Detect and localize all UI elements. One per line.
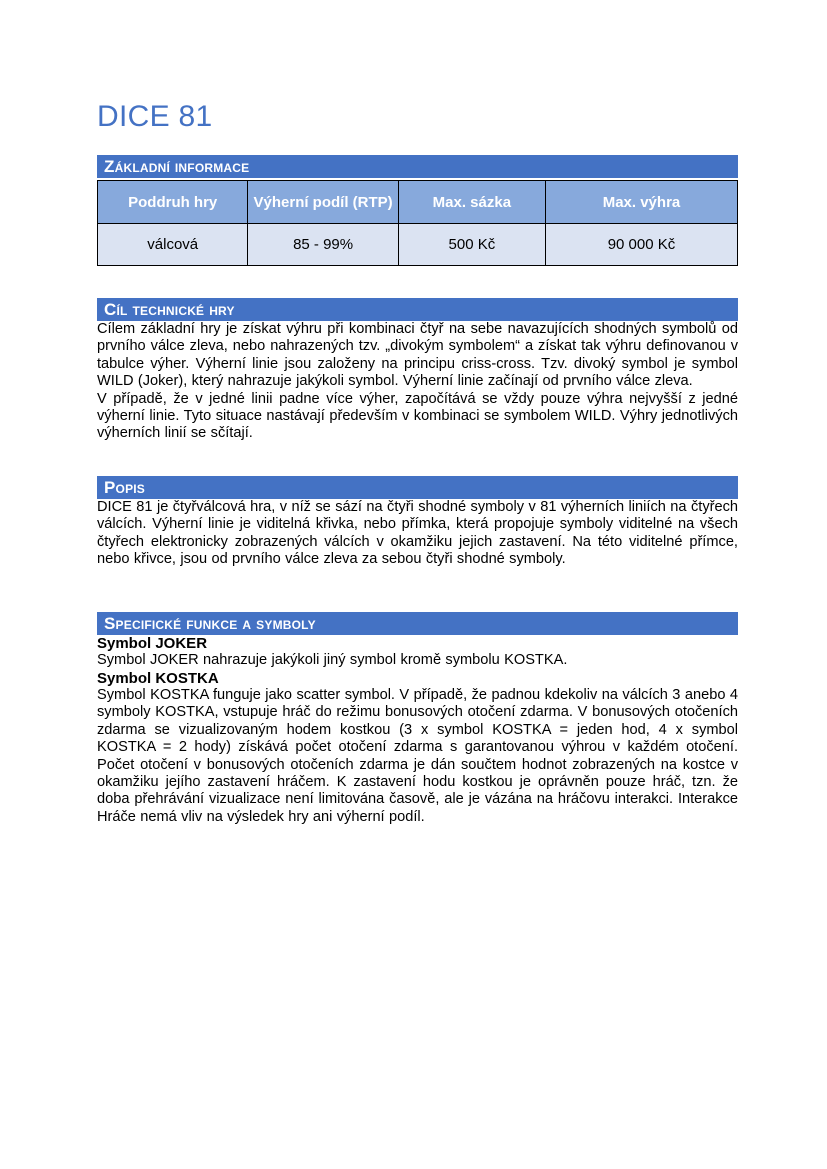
table-header-poddruh-hry: Poddruh hry	[98, 181, 248, 224]
basic-info-table	[97, 180, 738, 266]
section-heading-basic-info: Základní informace	[97, 155, 738, 178]
goal-paragraph-2: V případě, že v jedné linii padne více výher, započítává se vždy pouze výhra nejvyšší z jedné výherní linie. Tyto situace nastávají především v kombinaci se symbolem WILD. Výhry jednotlivých výherních linií se sčítají.	[97, 390, 738, 442]
section-basic-info	[97, 155, 738, 266]
page-title: DICE 81	[97, 100, 213, 133]
subheading-symbol-kostka: Symbol KOSTKA	[97, 669, 219, 687]
subheading-symbol-joker: Symbol JOKER	[97, 635, 208, 653]
section-heading-description: Popis	[97, 476, 738, 499]
section-heading-goal: Cíl technické hry	[97, 298, 738, 321]
table-header-max-sazka: Max. sázka	[398, 181, 545, 224]
table-header-vyherni-podil: Výherní podíl (RTP)	[248, 181, 398, 224]
table-cell-max-sazka: 500 Kč	[398, 224, 545, 266]
section-functions-symbols	[97, 612, 738, 826]
table-header-max-vyhra: Max. výhra	[545, 181, 737, 224]
table-cell-max-vyhra: 90 000 Kč	[545, 224, 737, 266]
kostka-paragraph: Symbol KOSTKA funguje jako scatter symbol. V případě, že padnou kdekoliv na válcích 3 anebo 4 symboly KOSTKA, vstupuje hráč do režimu bonusových otočení zdarma. V bonusových otočeních zdarma se vizualizovaným hodem kostkou (3 x symbol KOSTKA = jeden hod, 4 x symbol KOSTKA = 2 hody) získává počet otočení zdarma s garantovanou výhrou v každém otočení. Počet otočení v bonusových otočeních zdarma je dán součtem hodnot zobrazených na kostce v okamžiku jejího zastavení hráčem. K zastavení hodu kostkou je oprávněn pouze hráč, tzn. že doba přehrávání vizualizace není limitována časově, ale je vázána na hráčovu interakci. Interakce Hráče nemá vliv na výsledek hry ani výherní podíl.	[97, 686, 738, 825]
description-paragraph: DICE 81 je čtyřválcová hra, v níž se sází na čtyři shodné symboly v 81 výherních liniích na čtyřech válcích. Výherní linie je viditelná křivka, nebo přímka, která propojuje symboly viditelné na všech čtyřech elektronicky zobrazených válcích v okamžiku jejich zastavení. Na této viditelné přímce, nebo křivce, jsou od prvního válce zleva za sebou čtyři shodné symboly.	[97, 498, 738, 568]
joker-paragraph: Symbol JOKER nahrazuje jakýkoli jiný symbol kromě symbolu KOSTKA.	[97, 652, 568, 669]
table-row	[98, 224, 738, 266]
table-cell-poddruh-hry: válcová	[98, 224, 248, 266]
table-header-row	[98, 181, 738, 224]
section-goal	[97, 298, 738, 443]
section-description	[97, 476, 738, 569]
section-heading-functions-symbols: Specifické funkce a symboly	[97, 612, 738, 635]
goal-paragraph-1: Cílem základní hry je získat výhru při kombinaci čtyř na sebe navazujících shodných symbolů od prvního válce zleva, nebo nahrazených tzv. „divokým symbolem“ a získat tak výhru definovanou v tabulce výher. Výherní linie jsou založeny na principu criss-cross. Tzv. divoký symbol je symbol WILD (Joker), který nahrazuje jakýkoli symbol. Výherní linie začínají od prvního válce zleva.	[97, 321, 738, 390]
table-cell-vyherni-podil: 85 - 99%	[248, 224, 398, 266]
